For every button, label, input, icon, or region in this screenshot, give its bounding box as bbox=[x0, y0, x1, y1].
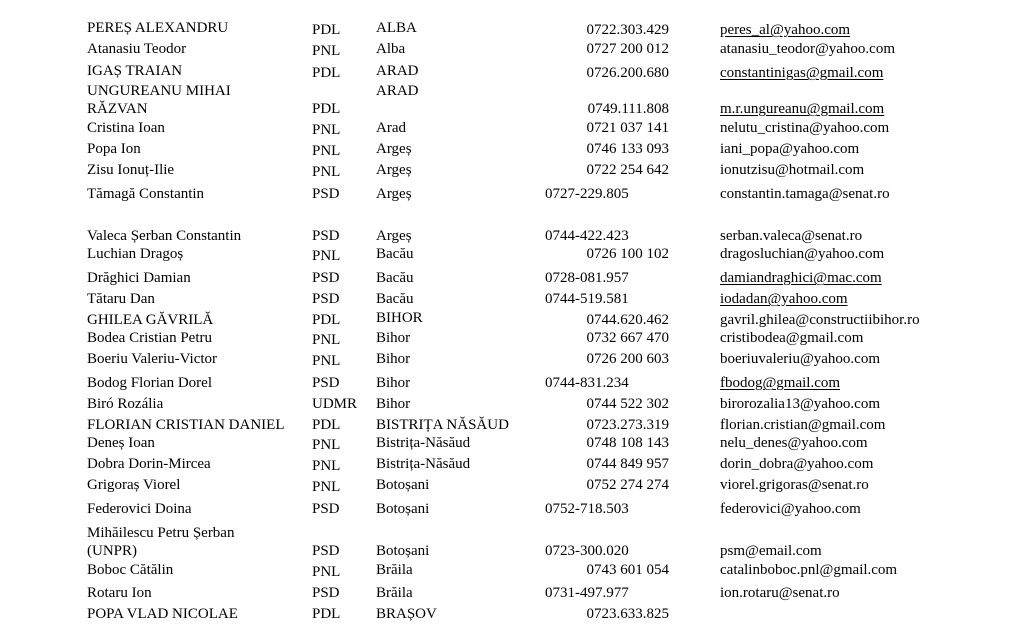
county-cell: ARAD bbox=[376, 83, 419, 99]
name-cell: Atanasiu Teodor bbox=[87, 41, 187, 57]
phone-cell: 0723.273.319 bbox=[586, 417, 669, 433]
email-cell: psm@email.com bbox=[720, 543, 822, 559]
email-cell: ion.rotaru@senat.ro bbox=[720, 585, 840, 601]
county-cell: Argeș bbox=[376, 141, 412, 157]
phone-cell: 0744 849 957 bbox=[586, 456, 669, 472]
phone-cell: 0723.633.825 bbox=[586, 606, 669, 622]
email-cell: ionutzisu@hotmail.com bbox=[720, 162, 865, 178]
county-cell: Bacău bbox=[376, 246, 414, 262]
party-cell: PDL bbox=[312, 101, 341, 117]
phone-cell: 0752-718.503 bbox=[545, 501, 629, 517]
party-cell: PNL bbox=[312, 143, 341, 159]
name-cell: Dobra Dorin-Mircea bbox=[87, 456, 211, 472]
email-cell: nelutu_cristina@yahoo.com bbox=[720, 120, 890, 136]
name-cell: Mihăilescu Petru Șerban bbox=[87, 525, 235, 541]
party-cell: PSD bbox=[312, 291, 340, 307]
name-cell: RĂZVAN bbox=[87, 101, 148, 117]
party-cell: PNL bbox=[312, 458, 341, 474]
party-cell: PNL bbox=[312, 437, 341, 453]
phone-cell: 0722 254 642 bbox=[586, 162, 669, 178]
email-cell[interactable]: fbodog@gmail.com bbox=[720, 375, 841, 391]
party-cell: PDL bbox=[312, 312, 341, 328]
county-cell: Botoșani bbox=[376, 477, 430, 493]
party-cell: PNL bbox=[312, 479, 341, 495]
county-cell: Bistrița-Năsăud bbox=[376, 456, 471, 472]
phone-cell: 0746 133 093 bbox=[586, 141, 669, 157]
name-cell: Boboc Cătălin bbox=[87, 562, 174, 578]
email-cell: cristibodea@gmail.com bbox=[720, 330, 864, 346]
county-cell: Bacău bbox=[376, 291, 414, 307]
phone-cell: 0744 522 302 bbox=[586, 396, 669, 412]
email-cell: dragosluchian@yahoo.com bbox=[720, 246, 885, 262]
party-cell: PSD bbox=[312, 543, 340, 559]
phone-cell: 0752 274 274 bbox=[586, 477, 669, 493]
name-cell: Cristina Ioan bbox=[87, 120, 165, 136]
phone-cell: 0727 200 012 bbox=[586, 41, 669, 57]
phone-cell: 0726 100 102 bbox=[586, 246, 669, 262]
email-cell: constantin.tamaga@senat.ro bbox=[720, 186, 890, 202]
phone-cell: 0744-831.234 bbox=[545, 375, 629, 391]
email-cell: serban.valeca@senat.ro bbox=[720, 228, 863, 244]
email-cell: nelu_denes@yahoo.com bbox=[720, 435, 868, 451]
name-cell: Tămagă Constantin bbox=[87, 186, 205, 202]
party-cell: PNL bbox=[312, 564, 341, 580]
phone-cell: 0744-422.423 bbox=[545, 228, 629, 244]
name-cell: UNGUREANU MIHAI bbox=[87, 83, 231, 99]
email-cell: birorozalia13@yahoo.com bbox=[720, 396, 881, 412]
county-cell: Bistrița-Năsăud bbox=[376, 435, 471, 451]
party-cell: PDL bbox=[312, 22, 341, 38]
county-cell: Brăila bbox=[376, 562, 413, 578]
phone-cell: 0723-300.020 bbox=[545, 543, 629, 559]
county-cell: Bihor bbox=[376, 330, 411, 346]
party-cell: PDL bbox=[312, 65, 341, 81]
name-cell: FLORIAN CRISTIAN DANIEL bbox=[87, 417, 285, 433]
name-cell: Boeriu Valeriu-Victor bbox=[87, 351, 218, 367]
party-cell: PNL bbox=[312, 164, 341, 180]
name-cell: IGAȘ TRAIAN bbox=[87, 63, 183, 79]
email-cell: atanasiu_teodor@yahoo.com bbox=[720, 41, 896, 57]
phone-cell: 0722.303.429 bbox=[586, 22, 669, 38]
county-cell: Argeș bbox=[376, 228, 412, 244]
email-cell: catalinboboc.pnl@gmail.com bbox=[720, 562, 898, 578]
phone-cell: 0743 601 054 bbox=[586, 562, 669, 578]
county-cell: Botoșani bbox=[376, 501, 430, 517]
name-cell: (UNPR) bbox=[87, 543, 138, 559]
party-cell: PNL bbox=[312, 332, 341, 348]
phone-cell: 0744-519.581 bbox=[545, 291, 629, 307]
phone-cell: 0744.620.462 bbox=[586, 312, 669, 328]
party-cell: PNL bbox=[312, 248, 341, 264]
name-cell: Drăghici Damian bbox=[87, 270, 191, 286]
county-cell: Arad bbox=[376, 120, 406, 136]
county-cell: Brăila bbox=[376, 585, 413, 601]
phone-cell: 0749.111.808 bbox=[587, 101, 669, 117]
party-cell: PSD bbox=[312, 270, 340, 286]
name-cell: Valeca Șerban Constantin bbox=[87, 228, 242, 244]
phone-cell: 0731-497.977 bbox=[545, 585, 629, 601]
party-cell: PNL bbox=[312, 122, 341, 138]
phone-cell: 0727-229.805 bbox=[545, 186, 629, 202]
email-cell[interactable]: constantinigas@gmail.com bbox=[720, 65, 884, 81]
email-cell: florian.cristian@gmail.com bbox=[720, 417, 886, 433]
email-cell: boeriuvaleriu@yahoo.com bbox=[720, 351, 881, 367]
party-cell: UDMR bbox=[312, 396, 358, 412]
county-cell: BIHOR bbox=[376, 310, 423, 326]
name-cell: GHILEA GĂVRILĂ bbox=[87, 312, 214, 328]
name-cell: Rotaru Ion bbox=[87, 585, 152, 601]
email-cell: federovici@yahoo.com bbox=[720, 501, 861, 517]
email-cell[interactable]: m.r.ungureanu@gmail.com bbox=[720, 101, 885, 117]
name-cell: Bodea Cristian Petru bbox=[87, 330, 212, 346]
party-cell: PSD bbox=[312, 375, 340, 391]
county-cell: Botoșani bbox=[376, 543, 430, 559]
phone-cell: 0726 200 603 bbox=[586, 351, 669, 367]
party-cell: PSD bbox=[312, 501, 340, 517]
email-cell: dorin_dobra@yahoo.com bbox=[720, 456, 874, 472]
email-cell: viorel.grigoras@senat.ro bbox=[720, 477, 869, 493]
county-cell: Argeș bbox=[376, 162, 412, 178]
phone-cell: 0721 037 141 bbox=[586, 120, 669, 136]
party-cell: PNL bbox=[312, 43, 341, 59]
name-cell: Grigoraș Viorel bbox=[87, 477, 181, 493]
name-cell: Popa Ion bbox=[87, 141, 141, 157]
email-cell[interactable]: damiandraghici@mac.com bbox=[720, 270, 882, 286]
county-cell: BRAȘOV bbox=[376, 606, 437, 622]
party-cell: PDL bbox=[312, 606, 341, 622]
name-cell: Biró Rozália bbox=[87, 396, 164, 412]
county-cell: Bacău bbox=[376, 270, 414, 286]
county-cell: ARAD bbox=[376, 63, 419, 79]
name-cell: Deneș Ioan bbox=[87, 435, 155, 451]
name-cell: Luchian Dragoș bbox=[87, 246, 184, 262]
name-cell: Zisu Ionuț-Ilie bbox=[87, 162, 175, 178]
party-cell: PSD bbox=[312, 585, 340, 601]
name-cell: Bodog Florian Dorel bbox=[87, 375, 212, 391]
email-cell[interactable]: peres_al@yahoo.com bbox=[720, 22, 851, 38]
phone-cell: 0732 667 470 bbox=[586, 330, 669, 346]
county-cell: Bihor bbox=[376, 396, 411, 412]
name-cell: Tătaru Dan bbox=[87, 291, 155, 307]
party-cell: PSD bbox=[312, 186, 340, 202]
county-cell: ALBA bbox=[376, 20, 417, 36]
email-cell: iani_popa@yahoo.com bbox=[720, 141, 860, 157]
county-cell: Alba bbox=[376, 41, 406, 57]
party-cell: PNL bbox=[312, 353, 341, 369]
email-cell[interactable]: iodadan@yahoo.com bbox=[720, 291, 848, 307]
name-cell: Federovici Doina bbox=[87, 501, 192, 517]
county-cell: Bihor bbox=[376, 375, 411, 391]
party-cell: PSD bbox=[312, 228, 340, 244]
email-cell: gavril.ghilea@constructiibihor.ro bbox=[720, 312, 920, 328]
name-cell: POPA VLAD NICOLAE bbox=[87, 606, 238, 622]
phone-cell: 0726.200.680 bbox=[586, 65, 669, 81]
phone-cell: 0748 108 143 bbox=[586, 435, 669, 451]
phone-cell: 0728-081.957 bbox=[545, 270, 629, 286]
county-cell: Bihor bbox=[376, 351, 411, 367]
party-cell: PDL bbox=[312, 417, 341, 433]
name-cell: PEREȘ ALEXANDRU bbox=[87, 20, 229, 36]
county-cell: BISTRIȚA NĂSĂUD bbox=[376, 417, 509, 433]
county-cell: Argeș bbox=[376, 186, 412, 202]
